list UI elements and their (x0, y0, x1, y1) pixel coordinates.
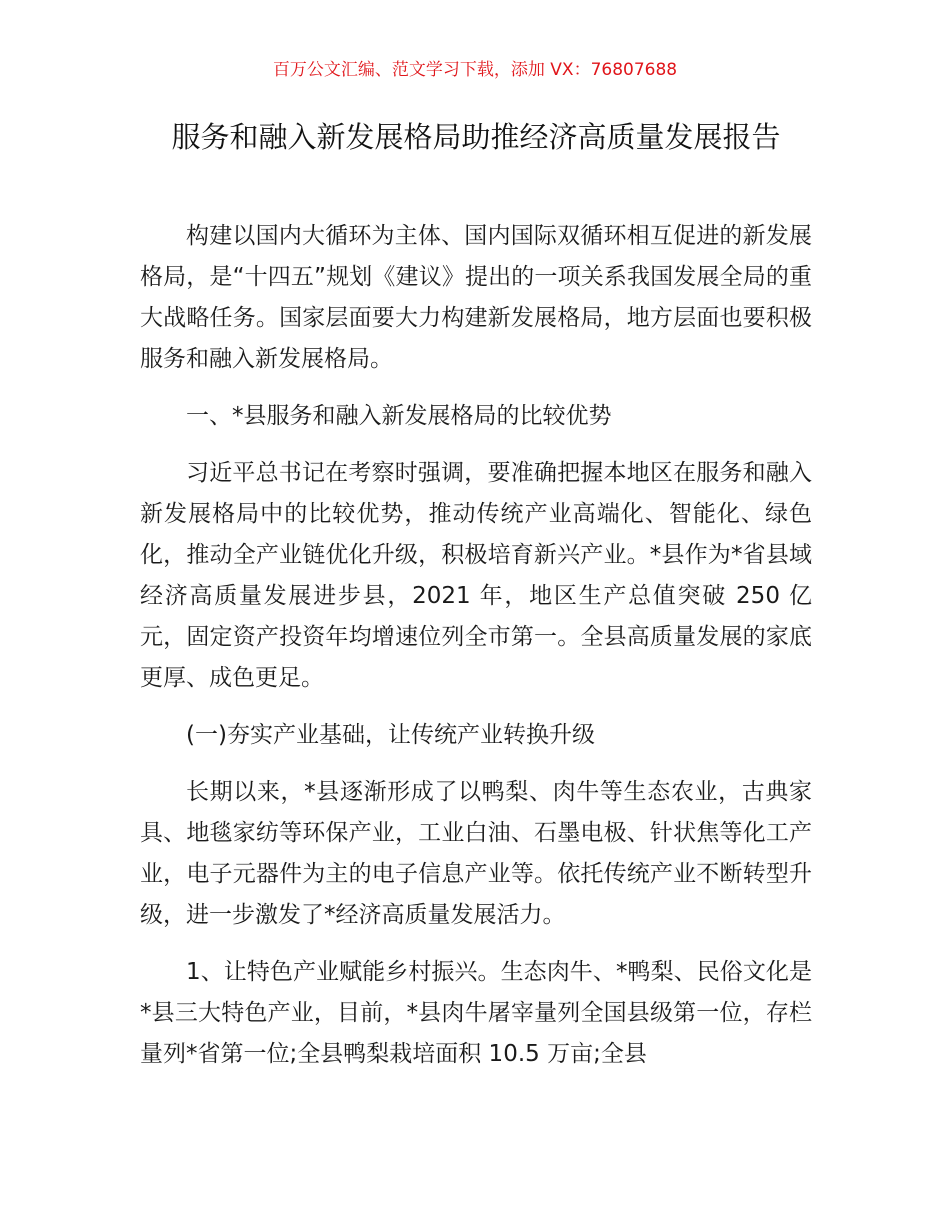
paragraph-specialty: 1、让特色产业赋能乡村振兴。生态肉牛、*鸭梨、民俗文化是*县三大特色产业，目前，*县肉牛屠宰量列全国县级第一位，存栏量列*省第一位;全县鸭梨栽培面积 10.5 万亩;全县 (140, 959, 812, 1067)
section-heading-1: 一、*县服务和融入新发展格局的比较优势 (186, 403, 612, 429)
subsection-heading-1: (一)夯实产业基础，让传统产业转换升级 (186, 722, 595, 748)
paragraph-intro: 构建以国内大循环为主体、国内国际双循环相互促进的新发展格局，是“十四五”规划《建议》提出的一项关系我国发展全局的重大战略任务。国家层面要大力构建新发展格局，地方层面也要积极服务和融入新发展格局。 (140, 223, 812, 372)
paragraph-industry: 长期以来，*县逐渐形成了以鸭梨、肉牛等生态农业，古典家具、地毯家纺等环保产业，工业白油、石墨电极、针状焦等化工产业，电子元器件为主的电子信息产业等。依托传统产业不断转型升级，进一步激发了*经济高质量发展活力。 (140, 779, 812, 928)
document-body (140, 216, 812, 1075)
document-title: 服务和融入新发展格局助推经济高质量发展报告 (171, 120, 781, 154)
header-ad-note: 百万公文汇编、范文学习下载，添加 VX：76807688 (272, 60, 678, 80)
paragraph-advantage: 习近平总书记在考察时强调，要准确把握本地区在服务和融入新发展格局中的比较优势，推动传统产业高端化、智能化、绿色化，推动全产业链优化升级，积极培育新兴产业。*县作为*省县域经济高质量发展进步县，2021 年，地区生产总值突破 250 亿元，固定资产投资年均增速位列全市第一。全县高质量发展的家底更厚、成色更足。 (140, 460, 812, 691)
